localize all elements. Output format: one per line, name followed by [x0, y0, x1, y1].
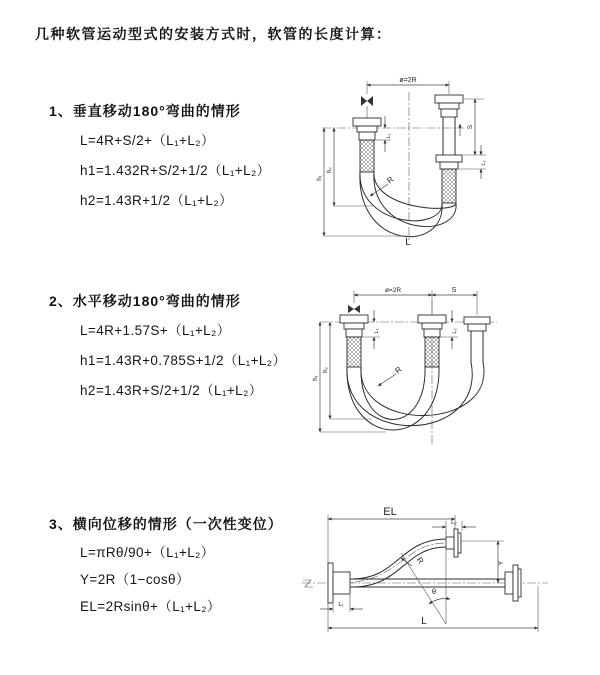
left-flange [328, 563, 350, 603]
section-1-heading: 1、垂直移动180°弯曲的情形 [49, 103, 241, 119]
angle-construction [401, 530, 450, 624]
formula-h2: h2=1.43R+S/2+1/2（L₁+L₂） [80, 383, 263, 398]
hose-u-bends [347, 362, 484, 430]
length-label: L [405, 237, 411, 248]
formula-Y: Y=2R（1−cosθ） [80, 572, 190, 587]
diagram-horizontal-movement [312, 276, 547, 454]
right-flange [505, 565, 521, 601]
formula-EL: EL=2Rsinθ+（L₁+L₂） [80, 599, 221, 614]
section-2-formulas [80, 316, 286, 406]
upper-flange-moved-position [446, 529, 461, 557]
valve-icon [348, 305, 360, 313]
formula-h1: h1=1.432R+S/2+1/2（L₁+L₂） [80, 163, 271, 178]
page-title: 几种软管运动型式的安装方式时，软管的长度计算： [35, 26, 392, 42]
braided-hose-section [360, 140, 374, 172]
dim-label-a2r: ø=2R [399, 77, 417, 84]
dimension-el [328, 506, 455, 632]
top-dimension [367, 77, 449, 94]
dim-label-l1: L₁ [374, 328, 380, 334]
formula-L: L=4R+1.57S+（L₁+L₂） [80, 323, 231, 338]
dim-label-a2r: ø=2R [384, 287, 402, 294]
left-pipe-flange [353, 118, 381, 172]
dim-label-l2: L₂ [481, 160, 487, 166]
dim-label-h2: h₂ [327, 167, 333, 173]
top-dimension [354, 287, 477, 315]
radius-callout [378, 365, 404, 386]
dimension-s [457, 99, 487, 179]
dim-label-h1: h₁ [313, 375, 319, 381]
right-pipe-moved-position [464, 317, 490, 363]
formula-h2: h2=1.43R+1/2（L₁+L₂） [80, 193, 233, 208]
braided-hose-section [442, 169, 456, 203]
formula-h1: h1=1.43R+0.785S+1/2（L₁+L₂） [80, 353, 287, 368]
dim-label-s: S [467, 124, 474, 130]
length-label: L [421, 616, 427, 627]
diagram-vertical-movement [312, 70, 530, 248]
section-1-formulas [80, 126, 271, 216]
dim-label-y: Y [498, 560, 505, 566]
formula-L: L=4R+S/2+（L₁+L₂） [80, 133, 215, 148]
section-horizontal-movement [49, 291, 286, 406]
section-2-heading: 2、水平移动180°弯曲的情形 [49, 293, 241, 309]
formula-L: L=πRθ/90+（L₁+L₂） [80, 545, 215, 560]
section-3-heading: 3、横向位移的情形（一次性变位） [49, 516, 283, 532]
angle-label: θ [431, 587, 437, 596]
valve-icon [361, 96, 373, 118]
dim-label-s: S [451, 287, 457, 294]
dimension-y [461, 541, 505, 583]
middle-pipe-flange [418, 315, 446, 367]
section-vertical-movement [49, 101, 271, 216]
dim-label-l1: L₁ [338, 602, 344, 608]
dim-label-l2: L₂ [452, 328, 458, 334]
braided-hose-section [347, 337, 361, 367]
pipe-break-mark [303, 580, 313, 587]
braided-hose-section [425, 337, 439, 367]
dim-label-l1: L₁ [386, 133, 392, 139]
section-lateral-displacement [49, 514, 283, 620]
left-pipe-flange [340, 315, 368, 367]
section-3-formulas [80, 539, 283, 620]
dimension-l1 [320, 595, 363, 612]
dim-label-el: EL [383, 506, 397, 518]
radius-label: R [414, 555, 426, 566]
right-pipe-flange [435, 95, 463, 203]
dim-label-l2: L₂ [451, 520, 457, 526]
radius-label: R [393, 364, 404, 376]
dim-label-h2: h₂ [323, 367, 329, 373]
diagram-lateral-displacement [300, 500, 592, 658]
dim-label-h1: h₁ [317, 175, 323, 181]
radius-label: R [385, 174, 396, 186]
